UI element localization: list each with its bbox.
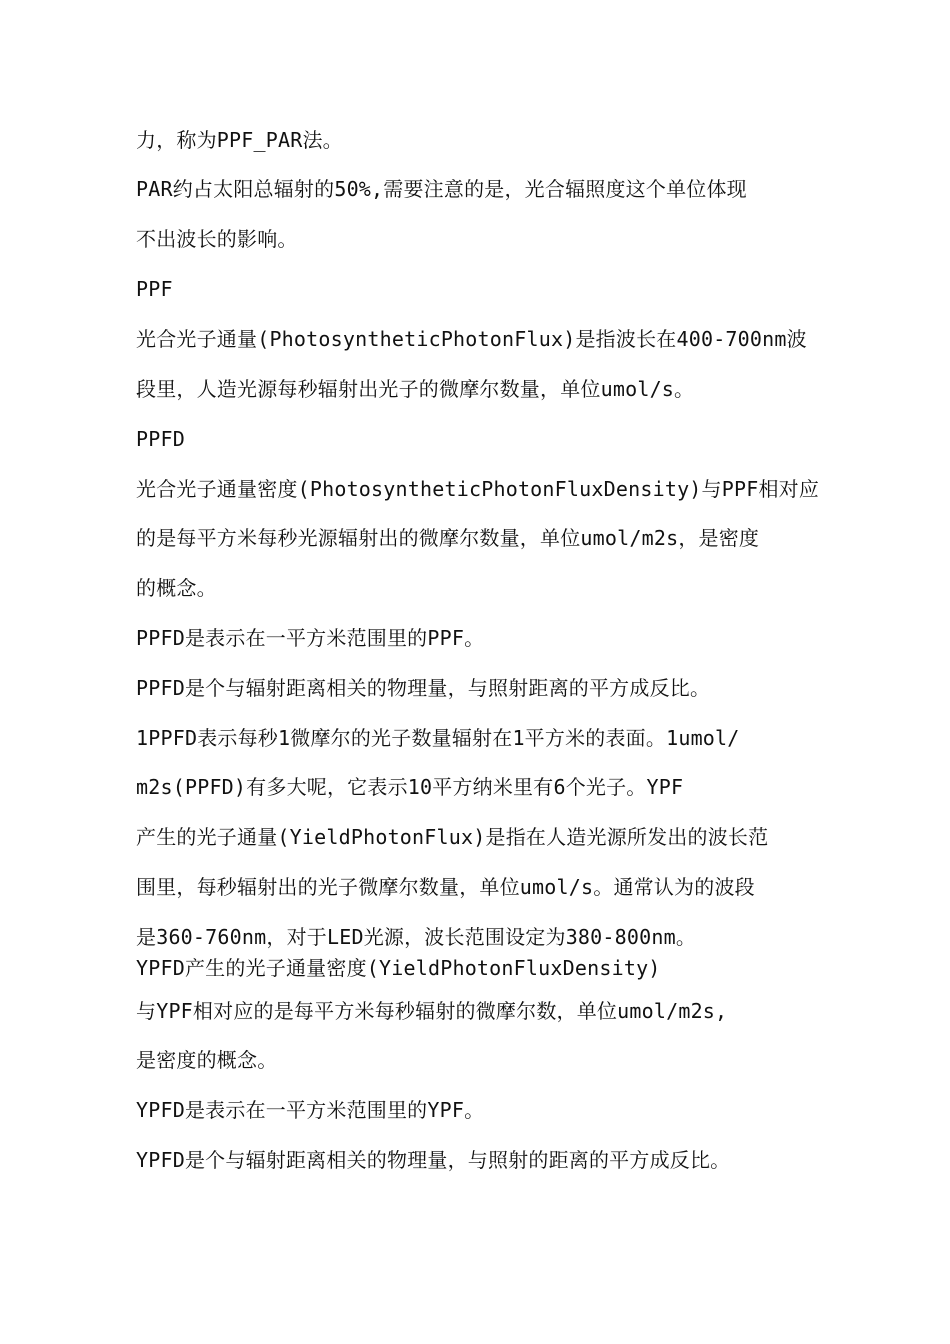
text-line: PAR约占太阳总辐射的50%,需要注意的是，光合辐照度这个单位体现: [136, 177, 747, 201]
text-line: 光合光子通量密度(PhotosyntheticPhotonFluxDensity)与PPF相对应: [136, 477, 820, 501]
text-line: YPFD是个与辐射距离相关的物理量，与照射的距离的平方成反比。: [136, 1148, 731, 1172]
text-line: 光合光子通量(PhotosyntheticPhotonFlux)是指波长在400-700nm波: [136, 327, 807, 351]
text-line: 与YPF相对应的是每平方米每秒辐射的微摩尔数，单位umol/m2s,: [136, 999, 728, 1023]
text-line: YPFD产生的光子通量密度(YieldPhotonFluxDensity): [136, 956, 661, 980]
text-line: PPF: [136, 277, 173, 301]
text-line: 不出波长的影响。: [136, 227, 298, 251]
text-line: 力，称为PPF_PAR法。: [136, 128, 343, 152]
text-line: 产生的光子通量(YieldPhotonFlux)是指在人造光源所发出的波长范: [136, 825, 769, 849]
text-line: 围里，每秒辐射出的光子微摩尔数量，单位umol/s。通常认为的波段: [136, 875, 755, 899]
text-line: PPFD是表示在一平方米范围里的PPF。: [136, 626, 485, 650]
text-line: m2s(PPFD)有多大呢，它表示10平方纳米里有6个光子。YPF: [136, 775, 684, 799]
text-line: 是360-760nm，对于LED光源，波长范围设定为380-800nm。: [136, 925, 697, 949]
text-line: 段里，人造光源每秒辐射出光子的微摩尔数量，单位umol/s。: [136, 377, 695, 401]
text-line: 的概念。: [136, 576, 217, 600]
text-line: PPFD: [136, 427, 185, 451]
text-line: PPFD是个与辐射距离相关的物理量，与照射距离的平方成反比。: [136, 676, 711, 700]
text-line: 1PPFD表示每秒1微摩尔的光子数量辐射在1平方米的表面。1umol/: [136, 726, 740, 750]
text-line: 是密度的概念。: [136, 1048, 278, 1072]
text-line: YPFD是表示在一平方米范围里的YPF。: [136, 1098, 485, 1122]
text-line: 的是每平方米每秒光源辐射出的微摩尔数量，单位umol/m2s，是密度: [136, 526, 760, 550]
